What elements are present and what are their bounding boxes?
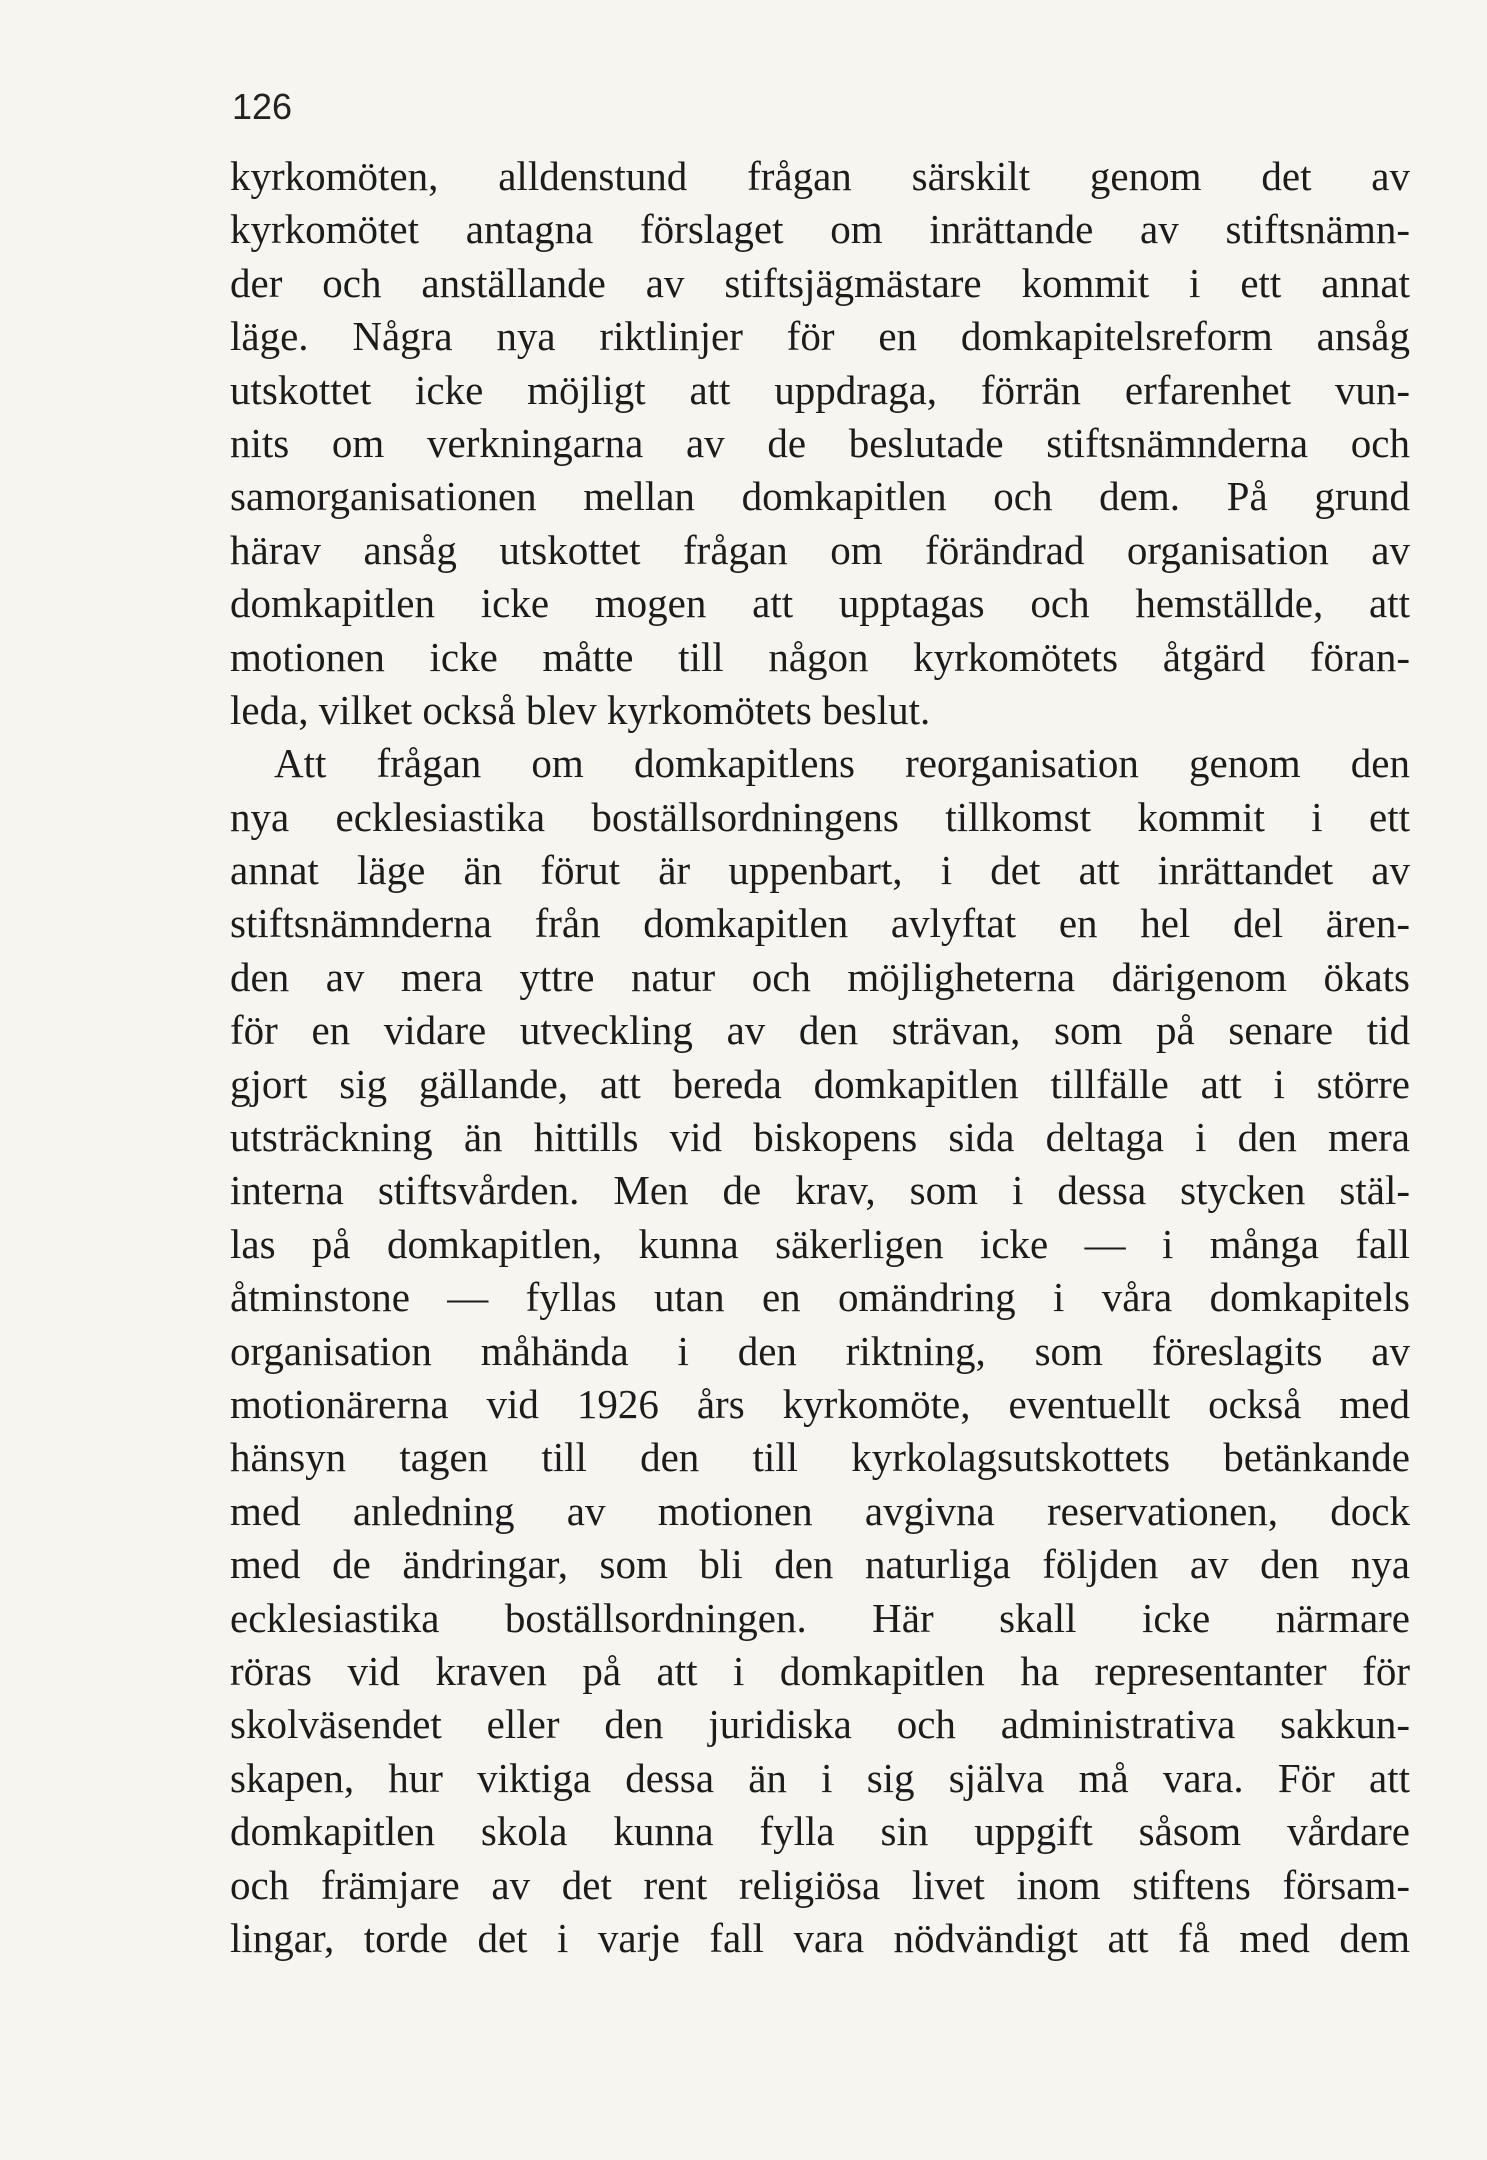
text-line: ecklesiastika boställsordningen. Här skall icke närmare bbox=[230, 1594, 1410, 1641]
text-line: der och anställande av stiftsjägmästare kommit i ett annat bbox=[230, 259, 1410, 306]
text-line: med de ändringar, som bli den naturliga följden av den nya bbox=[230, 1541, 1410, 1588]
text-line: skapen, hur viktiga dessa än i sig själva må vara. För att bbox=[230, 1754, 1410, 1801]
text-line: annat läge än förut är uppenbart, i det att inrättandet av bbox=[230, 847, 1410, 894]
text-line: åtminstone — fyllas utan en omändring i våra domkapitels bbox=[230, 1274, 1410, 1321]
text-line: stiftsnämnderna från domkapitlen avlyftat en hel del ären- bbox=[230, 900, 1410, 947]
text-line: kyrkomötet antagna förslaget om inrättande av stiftsnämn- bbox=[230, 206, 1410, 253]
text-line: organisation måhända i den riktning, som föreslagits av bbox=[230, 1327, 1410, 1374]
text-line: läge. Några nya riktlinjer för en domkapitelsreform ansåg bbox=[230, 313, 1410, 360]
text-line: motionen icke måtte till någon kyrkomötets åtgärd föran- bbox=[230, 633, 1410, 680]
text-line: skolväsendet eller den juridiska och administrativa sakkun- bbox=[230, 1701, 1410, 1748]
paragraph bbox=[230, 737, 1410, 1965]
text-line: leda, vilket också blev kyrkomötets beslut. bbox=[230, 686, 931, 733]
body-text bbox=[230, 150, 1410, 1965]
paragraph bbox=[230, 150, 1410, 737]
text-line: lingar, torde det i varje fall vara nödvändigt att få med dem bbox=[230, 1914, 1410, 1961]
text-line: kyrkomöten, alldenstund frågan särskilt genom det av bbox=[230, 153, 1410, 199]
text-line: samorganisationen mellan domkapitlen och dem. På grund bbox=[230, 473, 1410, 520]
text-line: utsträckning än hittills vid biskopens sida deltaga i den mera bbox=[230, 1114, 1410, 1161]
text-line: och främjare av det rent religiösa livet inom stiftens försam- bbox=[230, 1861, 1410, 1908]
page-number: 126 bbox=[232, 86, 293, 127]
text-line: hänsyn tagen till den till kyrkolagsutskottets betänkande bbox=[230, 1434, 1410, 1481]
text-line: motionärerna vid 1926 års kyrkomöte, eventuellt också med bbox=[230, 1380, 1410, 1427]
text-line: gjort sig gällande, att bereda domkapitlen tillfälle att i större bbox=[230, 1060, 1410, 1107]
text-line: med anledning av motionen avgivna reservationen, dock bbox=[230, 1487, 1410, 1534]
text-line: nya ecklesiastika boställsordningens tillkomst kommit i ett bbox=[230, 793, 1410, 840]
text-line: Att frågan om domkapitlens reorganisation genom den bbox=[274, 740, 1410, 787]
text-line: röras vid kraven på att i domkapitlen ha representanter för bbox=[230, 1647, 1410, 1694]
text-line: utskottet icke möjligt att uppdraga, förrän erfarenhet vun- bbox=[230, 366, 1410, 413]
text-line: härav ansåg utskottet frågan om förändrad organisation av bbox=[230, 526, 1410, 573]
text-line: las på domkapitlen, kunna säkerligen icke — i många fall bbox=[230, 1220, 1410, 1267]
text-line: domkapitlen skola kunna fylla sin uppgift såsom vårdare bbox=[230, 1808, 1410, 1855]
text-line: nits om verkningarna av de beslutade stiftsnämnderna och bbox=[230, 419, 1410, 466]
text-line: för en vidare utveckling av den strävan, som på senare tid bbox=[230, 1007, 1410, 1054]
text-line: domkapitlen icke mogen att upptagas och hemställde, att bbox=[230, 580, 1410, 627]
text-line: interna stiftsvården. Men de krav, som i dessa stycken stäl- bbox=[230, 1167, 1410, 1214]
text-line: den av mera yttre natur och möjligheterna därigenom ökats bbox=[230, 953, 1410, 1000]
